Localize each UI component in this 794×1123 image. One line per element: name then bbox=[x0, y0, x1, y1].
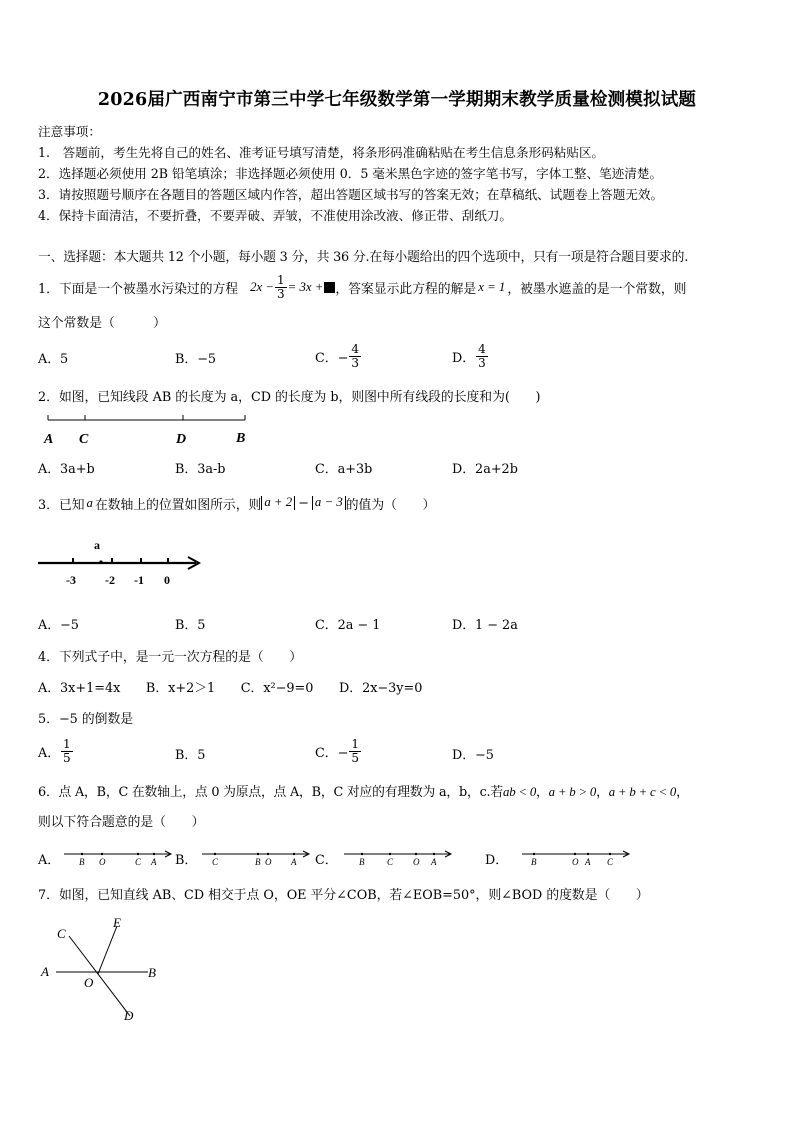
q1-solution: x = 1 bbox=[478, 279, 506, 294]
question-1 bbox=[38, 272, 686, 302]
q1-fraction: $\frac{1}{3}$ bbox=[277, 272, 285, 301]
point-label: A bbox=[431, 857, 437, 867]
q1-line2: 这个常数是（ ） bbox=[38, 316, 166, 331]
question-3: 3．已知 a 在数轴上的位置如图所示，则 a + 2 − a − 3 的值为（ ） bbox=[38, 495, 436, 513]
notice-heading: 注意事项： bbox=[38, 124, 101, 139]
point bbox=[574, 853, 576, 855]
notice-item: 4．保持卡面清洁，不要折叠，不要弄破、弄皱，不准使用涂改液、修正带、刮纸刀。 bbox=[38, 208, 512, 223]
point bbox=[361, 853, 363, 855]
point bbox=[587, 853, 589, 855]
point-label: O bbox=[99, 857, 106, 867]
point bbox=[433, 853, 435, 855]
label-b: B bbox=[148, 965, 156, 980]
q6-option-b-line bbox=[200, 846, 312, 868]
q3-option-b: B．5 bbox=[175, 618, 206, 633]
q6-option-a: A． bbox=[38, 853, 61, 868]
tick-label: -2 bbox=[105, 573, 115, 587]
point bbox=[415, 853, 417, 855]
point-label: C bbox=[135, 857, 142, 867]
point bbox=[267, 853, 269, 855]
q1-mid-text: ，答案显示此方程的解是 bbox=[335, 281, 477, 297]
label-c: C bbox=[57, 926, 66, 941]
point-label: O bbox=[413, 857, 420, 867]
q2-option-d: D．2a+2b bbox=[452, 462, 518, 477]
tick-label: -1 bbox=[134, 573, 144, 587]
point-label: A bbox=[151, 857, 157, 867]
tick-label: 0 bbox=[164, 573, 170, 587]
point-label: B bbox=[255, 857, 261, 867]
q7-angle-figure bbox=[38, 912, 168, 1027]
q3-option-a: A．−5 bbox=[38, 618, 79, 633]
q2-segment-figure bbox=[40, 410, 270, 450]
label-o: O bbox=[84, 975, 94, 990]
point-label: B bbox=[359, 857, 365, 867]
q1-post-text: ，被墨水遮盖的是一个常数，则 bbox=[507, 281, 687, 297]
q1-option-a: A．5 bbox=[38, 352, 69, 367]
label-d: D bbox=[176, 432, 187, 447]
q3-option-c: C．2a − 1 bbox=[315, 618, 381, 633]
q6-line2: 则以下符合题意的是（ ） bbox=[38, 815, 205, 830]
point bbox=[214, 853, 216, 855]
line-cd bbox=[69, 936, 130, 1016]
q3-abs-1: a + 2 bbox=[261, 496, 295, 509]
q5-option-a: A． $\frac{1}{5}$ bbox=[38, 736, 71, 765]
question-4: 4．下列式子中，是一元一次方程的是（ ） bbox=[38, 650, 303, 665]
q6-option-c-line bbox=[342, 846, 454, 868]
point-label: B bbox=[531, 857, 537, 867]
section-heading: 一、选择题：本大题共 12 个小题，每小题 3 分，共 36 分.在每小题给出的四个选项中，只有一项是符合题目要求的. bbox=[38, 250, 689, 265]
q1-option-d: D． $\frac{4}{3}$ bbox=[452, 341, 486, 370]
q1-equation-right: = 3x + bbox=[287, 279, 324, 294]
notice-item: 2．选择题必须使用 2B 铅笔填涂；非选择题必须使用 0．5 毫米黑色字迹的签字笔书写，字体工整、笔迹清楚。 bbox=[38, 166, 663, 181]
label-b: B bbox=[236, 431, 246, 446]
q5-option-d: D．−5 bbox=[452, 748, 494, 763]
point bbox=[533, 853, 535, 855]
q6-option-d-line bbox=[520, 846, 632, 868]
point bbox=[257, 853, 259, 855]
point-label: A bbox=[585, 857, 591, 867]
point bbox=[153, 853, 155, 855]
q6-option-d: D． bbox=[485, 853, 509, 868]
label-a: A bbox=[44, 432, 54, 447]
point bbox=[389, 853, 391, 855]
ray-oe bbox=[98, 926, 117, 974]
point-a-label: a bbox=[94, 538, 100, 552]
point-label: C bbox=[212, 857, 219, 867]
point bbox=[609, 853, 611, 855]
q6-option-b: B． bbox=[175, 853, 198, 868]
question-5: 5．−5 的倒数是 bbox=[38, 712, 134, 727]
label-d: D bbox=[124, 1008, 134, 1023]
tick-label: -3 bbox=[66, 573, 76, 587]
q2-option-c: C．a+3b bbox=[315, 462, 373, 477]
label-c: C bbox=[79, 432, 89, 447]
q1-equation-left: 2x − bbox=[250, 279, 275, 294]
q1-option-c: C．− $\frac{4}{3}$ bbox=[315, 341, 359, 370]
q5-option-c: C．− $\frac{1}{5}$ bbox=[315, 736, 359, 765]
q3-abs-2: a − 3 bbox=[312, 496, 346, 509]
point-label: C bbox=[607, 857, 614, 867]
point-label: A bbox=[291, 857, 297, 867]
label-a: A bbox=[41, 964, 49, 979]
page-title: 2026届广西南宁市第三中学七年级数学第一学期期末教学质量检测模拟试题 bbox=[97, 90, 697, 110]
q5-option-b: B．5 bbox=[175, 748, 206, 763]
point-label: C bbox=[387, 857, 394, 867]
point-label: B bbox=[79, 857, 85, 867]
question-2: 2．如图，已知线段 AB 的长度为 a，CD 的长度为 b，则图中所有线段的长度和为( ) bbox=[38, 390, 541, 405]
q4-options: A．3x+1=4x B．x+2＞1 C．x²−9=0 D．2x−3y=0 bbox=[38, 681, 423, 696]
point bbox=[101, 853, 103, 855]
point-label: O bbox=[572, 857, 579, 867]
point-a bbox=[99, 560, 102, 563]
label-e: E bbox=[113, 915, 121, 930]
point bbox=[293, 853, 295, 855]
notice-item: 3．请按照题号顺序在各题目的答题区域内作答，超出答题区域书写的答案无效；在草稿纸、试题卷上答题无效。 bbox=[38, 187, 664, 202]
q1-option-b: B．−5 bbox=[175, 352, 217, 367]
question-7: 7．如图，已知直线 AB、CD 相交于点 O，OE 平分∠COB，若∠EOB=50°，则∠BOD 的度数是（ ） bbox=[38, 888, 649, 903]
point-label: O bbox=[265, 857, 272, 867]
q2-option-b: B．3a-b bbox=[175, 462, 226, 477]
question-6: 6．点 A，B，C 在数轴上，点 0 为原点，点 A，B，C 对应的有理数为 a，b，c.若ab < 0，a + b > 0，a + b + c < 0， bbox=[38, 785, 689, 800]
notice-item: 1. 答题前，考生先将自己的姓名、准考证号填写清楚，将条形码准确粘贴在考生信息条形码粘贴区。 bbox=[38, 145, 605, 160]
q6-option-c: C． bbox=[315, 853, 338, 868]
point bbox=[137, 853, 139, 855]
q3-number-line bbox=[36, 535, 206, 591]
q3-option-d: D．1 − 2a bbox=[452, 618, 518, 633]
point bbox=[81, 853, 83, 855]
ink-blot-icon bbox=[324, 282, 335, 293]
q2-option-a: A．3a+b bbox=[38, 462, 95, 477]
q6-option-a-line bbox=[62, 846, 174, 868]
q1-text: 1．下面是一个被墨水污染过的方程 bbox=[38, 281, 239, 297]
